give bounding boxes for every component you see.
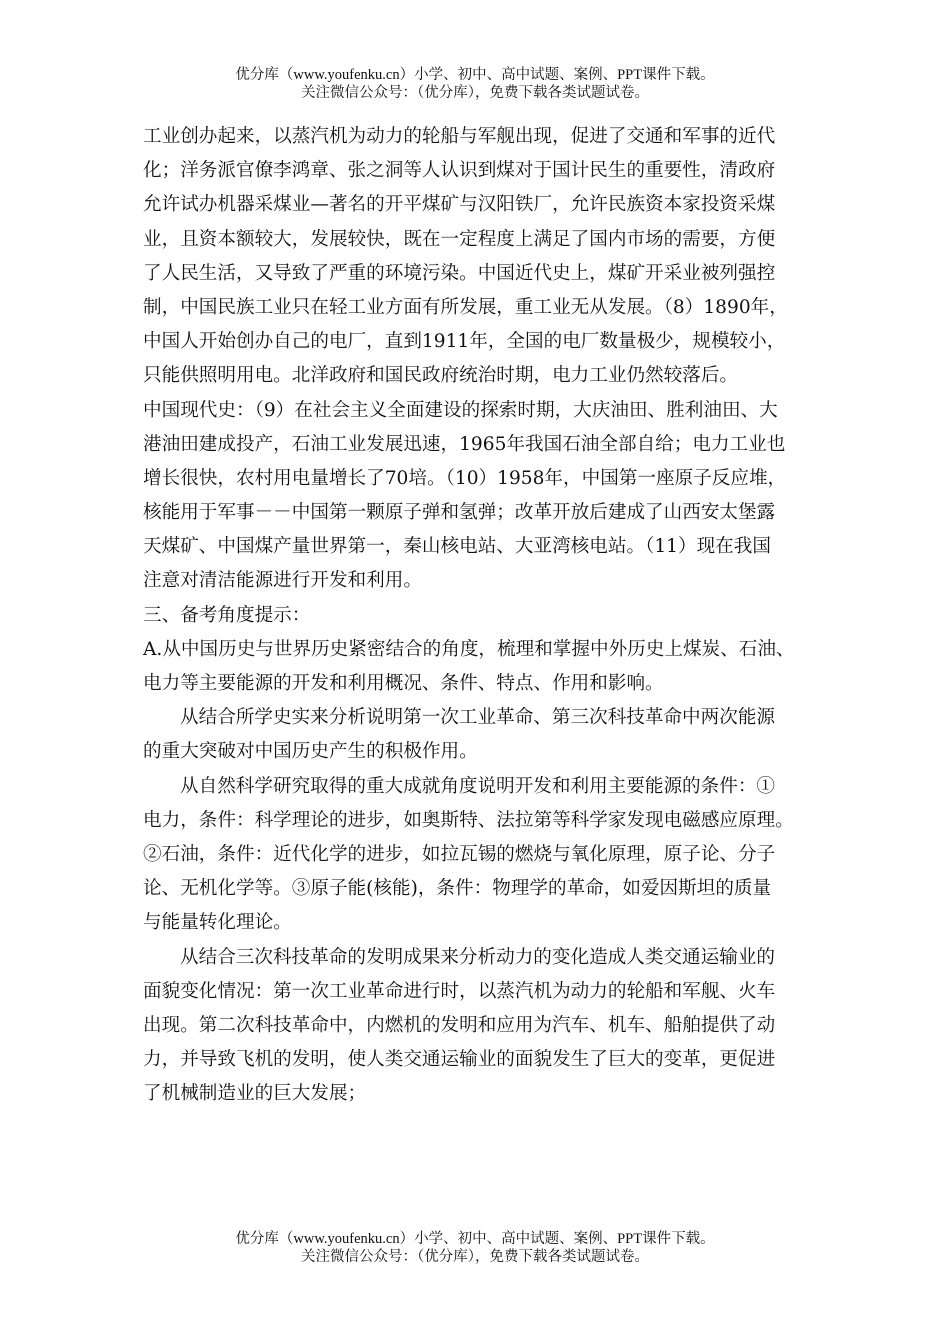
text-line: 的重大突破对中国历史产生的积极作用。 [143,741,478,763]
text-line: 力，并导致飞机的发明，使人类交通运输业的面貌发生了巨大的变革，更促进 [143,1049,776,1071]
text-line: 电力，条件：科学理论的进步，如奥斯特、法拉第等科学家发现电磁感应原理。 [143,809,794,831]
text-line: 从结合所学史实来分析说明第一次工业革命、第三次科技革命中两次能源 [180,707,776,729]
text-line: 化；洋务派官僚李鸿章、张之洞等人认识到煤对于国计民生的重要性，清政府 [143,160,776,182]
page-footer [0,1230,950,1266]
text-line: 增长很快，农村用电量增长了70培。（10）1958年，中国第一座原子反应堆， [143,467,787,489]
text-line: 港油田建成投产，石油工业发展迅速，1965年我国石油全部自给；电力工业也 [143,433,786,455]
text-line: 与能量转化理论。 [143,912,292,934]
text-line: 注意对清洁能源进行开发和利用。 [143,570,422,592]
text-line: 出现。第二次科技革命中，内燃机的发明和应用为汽车、机车、船舶提供了动 [143,1014,776,1036]
text-line: 电力等主要能源的开发和利用概况、条件、特点、作用和影响。 [143,673,664,694]
text-line: 中国人开始创办自己的电厂，直到1911年，全国的电厂数量极少，规模较小， [143,331,786,353]
header-line-2: 关注微信公众号：（优分库），免费下载各类试题试卷。 [301,85,649,101]
text-line: 核能用于军事－－中国第一颗原子弹和氢弹；改革开放后建成了山西安太堡露 [143,502,776,524]
text-line: 了机械制造业的巨大发展； [143,1083,367,1105]
text-line: 中国现代史：（9）在社会主义全面建设的探索时期，大庆油田、胜利油田、大 [143,399,778,421]
page-header [0,66,950,102]
text-line: A.从中国历史与世界历史紧密结合的角度，梳理和掌握中外历史上煤炭、石油、 [143,638,795,660]
footer-line-2: 关注微信公众号：（优分库），免费下载各类试题试卷。 [301,1249,649,1265]
text-line: 从自然科学研究取得的重大成就角度说明开发和利用主要能源的条件：① [180,775,776,797]
text-line: 面貌变化情况：第一次工业革命进行时，以蒸汽机为动力的轮船和军舰、火车 [143,980,776,1002]
text-line: ②石油，条件：近代化学的进步，如拉瓦锡的燃烧与氧化原理，原子论、分子 [143,843,776,865]
text-line: 工业创办起来，以蒸汽机为动力的轮船与军舰出现，促进了交通和军事的近代 [143,126,776,147]
text-line: 天煤矿、中国煤产量世界第一，秦山核电站、大亚湾核电站。（11）现在我国 [143,536,771,558]
text-line: 三、备考角度提示： [143,604,311,626]
footer-line-1: 优分库（www.youfenku.cn）小学、初中、高中试题、案例、PPT课件下载。 [235,1231,715,1247]
text-line: 制，中国民族工业只在轻工业方面有所发展，重工业无从发展。（8）1890年， [143,296,788,318]
text-line: 从结合三次科技革命的发明成果来分析动力的变化造成人类交通运输业的 [180,946,776,968]
header-line-1: 优分库（www.youfenku.cn）小学、初中、高中试题、案例、PPT课件下载。 [235,67,715,83]
body-text [143,120,819,1111]
text-line: 论、无机化学等。③原子能(核能)，条件：物理学的革命，如爱因斯坦的质量 [143,878,772,900]
text-line: 业，且资本额较大，发展较快，既在一定程度上满足了国内市场的需要，方便 [143,228,776,250]
text-line: 了人民生活，又导致了严重的环境污染。中国近代史上，煤矿开采业被列强控 [143,262,776,284]
text-line: 只能供照明用电。北洋政府和国民政府统治时期，电力工业仍然较落后。 [143,365,739,387]
text-line: 允许试办机器采煤业—著名的开平煤矿与汉阳铁厂，允许民族资本家投资采煤 [143,194,776,216]
